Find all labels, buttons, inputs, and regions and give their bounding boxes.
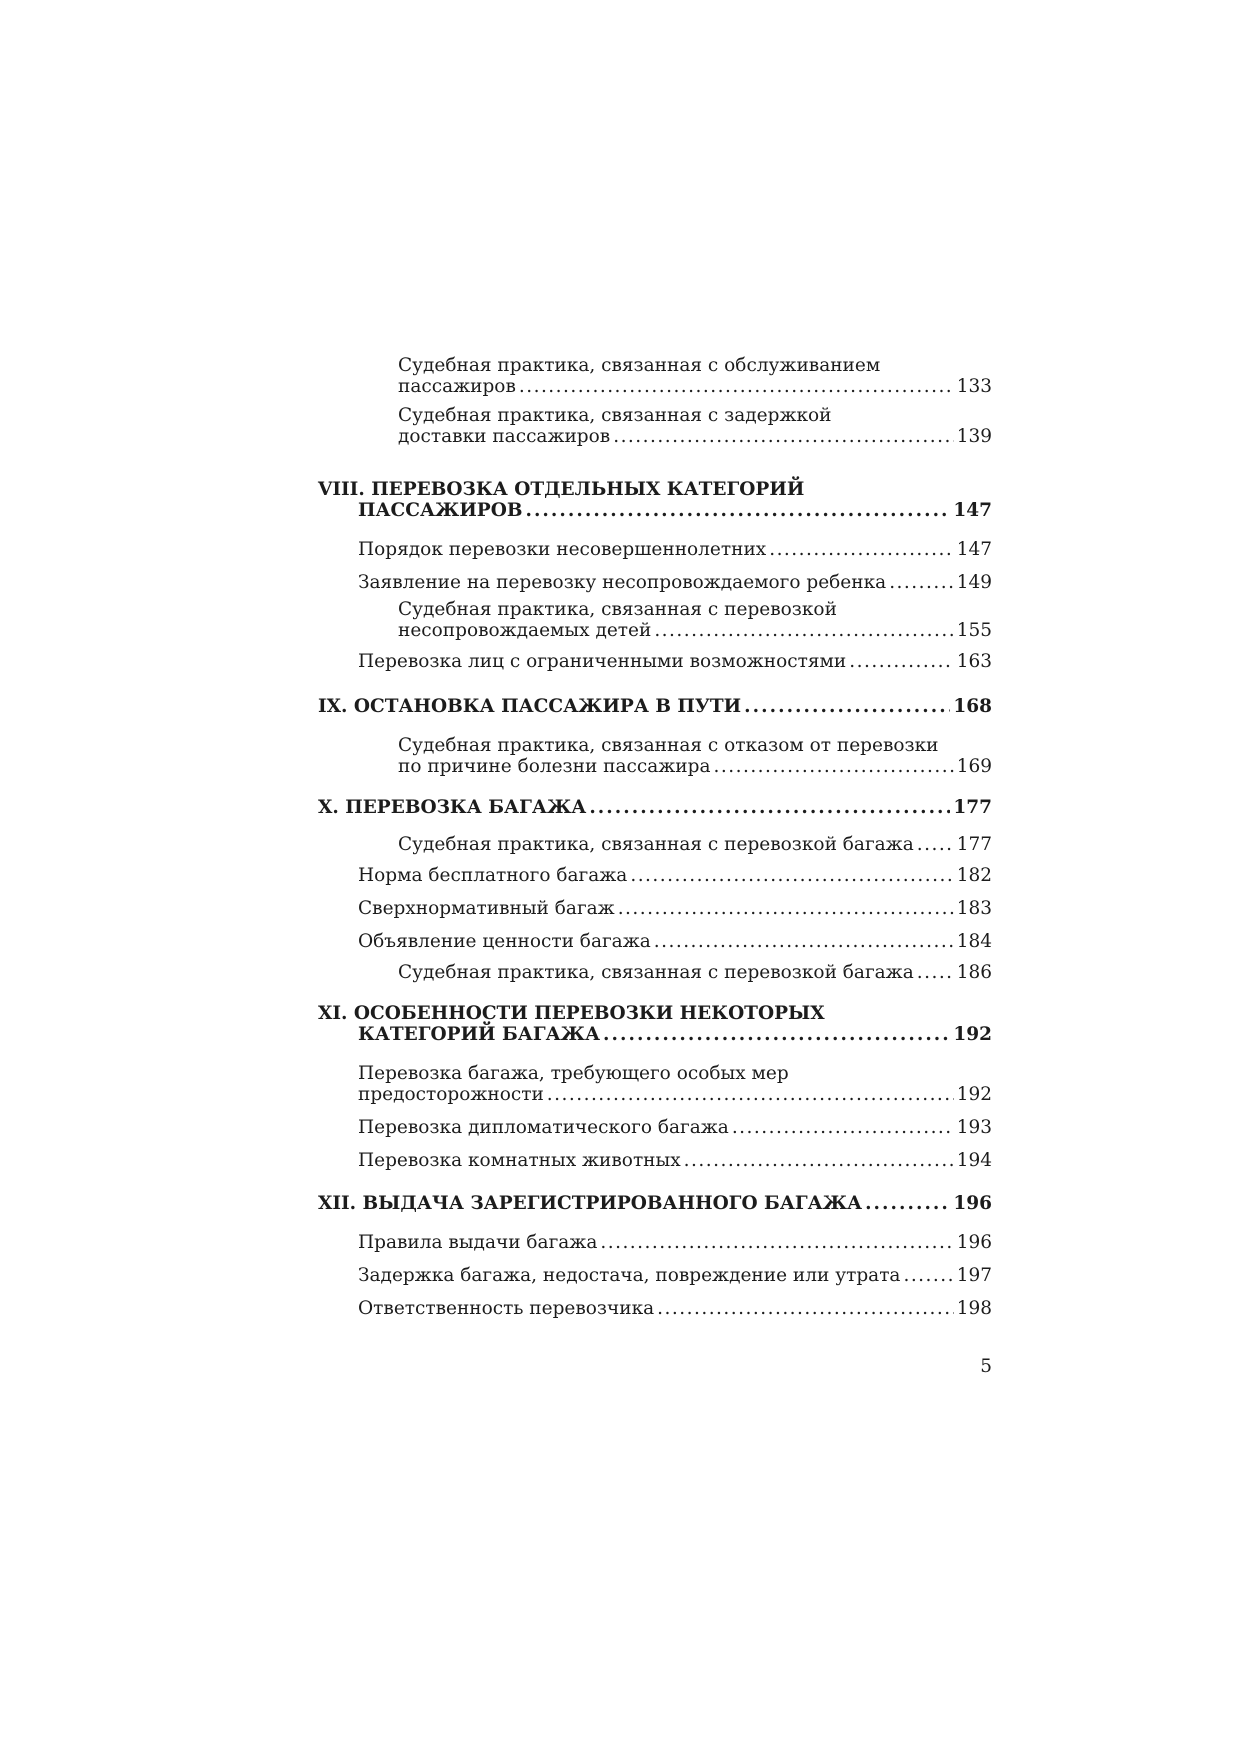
toc-page-number: 133 [956, 376, 992, 397]
toc-entry-title: Перевозка лиц с ограниченными возможностями [358, 651, 847, 672]
page-number: 5 [980, 1356, 992, 1377]
toc-entry [318, 405, 992, 447]
dot-leader [600, 1232, 953, 1253]
toc-entry [318, 962, 992, 983]
toc-entry [318, 651, 992, 672]
toc-entry [318, 931, 992, 952]
toc-entry [318, 355, 992, 397]
dot-leader [903, 1265, 953, 1286]
toc-entry-title: Задержка багажа, недостача, повреждение или утрата [358, 1265, 901, 1286]
toc-entry-title: Судебная практика, связанная с отказом от перевозки [398, 735, 939, 756]
toc-entry [318, 865, 992, 886]
dot-leader [917, 962, 954, 983]
toc-page-number: 184 [956, 931, 992, 952]
toc-page-number: 197 [956, 1265, 992, 1286]
toc-entry-title: доставки пассажиров [398, 426, 611, 447]
dot-leader [589, 797, 950, 818]
toc-page-number: 192 [956, 1084, 992, 1105]
dot-leader [657, 1298, 954, 1319]
toc-entry-title: Перевозка комнатных животных [358, 1150, 681, 1171]
toc-entry-title: ПАССАЖИРОВ [358, 500, 523, 521]
toc-page-number: 183 [956, 898, 992, 919]
dot-leader [525, 500, 950, 521]
toc-entry-title: Сверхнормативный багаж [358, 898, 615, 919]
dot-leader [654, 931, 954, 952]
dot-leader [917, 834, 954, 855]
toc-entry [318, 1298, 992, 1319]
toc-chapter-heading [318, 1193, 992, 1214]
toc-entry-title: Судебная практика, связанная с перевозкой багажа [398, 962, 914, 983]
toc-page-number: 169 [956, 756, 992, 777]
toc-page-number: 139 [956, 426, 992, 447]
toc-entry-title: XII. ВЫДАЧА ЗАРЕГИСТРИРОВАННОГО БАГАЖА [318, 1193, 863, 1214]
toc-entry-title: Заявление на перевозку несопровождаемого ребенка [358, 572, 887, 593]
toc-page-number: 168 [953, 696, 992, 717]
toc-page-number: 147 [953, 500, 992, 521]
toc-chapter-heading [318, 797, 992, 818]
toc-entry-title: Порядок перевозки несовершеннолетних [358, 539, 767, 560]
toc-entry [318, 1063, 992, 1105]
toc-page-number: 196 [953, 1193, 992, 1214]
toc-entry-title: несопровождаемых детей [398, 620, 652, 641]
dot-leader [865, 1193, 950, 1214]
toc-chapter-heading [318, 696, 992, 717]
toc-page-number: 193 [956, 1117, 992, 1138]
toc-entry-title: VIII. ПЕРЕВОЗКА ОТДЕЛЬНЫХ КАТЕГОРИЙ [318, 479, 805, 500]
dot-leader [618, 898, 954, 919]
toc-entry-title: по причине болезни пассажира [398, 756, 711, 777]
toc-page-number: 155 [956, 620, 992, 641]
toc-page-number: 192 [953, 1024, 992, 1045]
dot-leader [714, 756, 954, 777]
toc-entry-title: Объявление ценности багажа [358, 931, 651, 952]
toc-entry-title: КАТЕГОРИЙ БАГАЖА [358, 1024, 601, 1045]
toc-entry-title: пассажиров [398, 376, 516, 397]
toc-page-number: 149 [956, 572, 992, 593]
dot-leader [603, 1024, 950, 1045]
dot-leader [654, 620, 953, 641]
dot-leader [732, 1117, 954, 1138]
toc-entry-title: Перевозка багажа, требующего особых мер [358, 1063, 789, 1084]
toc-chapter-heading [318, 479, 992, 521]
table-of-contents [318, 355, 992, 1319]
toc-entry [318, 898, 992, 919]
toc-entry [318, 1232, 992, 1253]
toc-entry-title: предосторожности [358, 1084, 544, 1105]
toc-entry-title: Норма бесплатного багажа [358, 865, 628, 886]
toc-entry-title: Судебная практика, связанная с задержкой [398, 405, 832, 426]
dot-leader [519, 376, 954, 397]
dot-leader [684, 1150, 954, 1171]
toc-entry-title: Судебная практика, связанная с перевозкой [398, 599, 837, 620]
toc-entry [318, 572, 992, 593]
toc-entry-title: XI. ОСОБЕННОСТИ ПЕРЕВОЗКИ НЕКОТОРЫХ [318, 1003, 825, 1024]
toc-page-number: 198 [956, 1298, 992, 1319]
toc-page-number: 163 [956, 651, 992, 672]
toc-entry [318, 735, 992, 777]
toc-entry [318, 1265, 992, 1286]
toc-entry-title: Судебная практика, связанная с перевозкой багажа [398, 834, 914, 855]
toc-entry-title: Ответственность перевозчика [358, 1298, 655, 1319]
dot-leader [849, 651, 953, 672]
toc-page-number: 182 [956, 865, 992, 886]
toc-page-number: 177 [953, 797, 992, 818]
toc-entry [318, 1150, 992, 1171]
toc-entry-title: X. ПЕРЕВОЗКА БАГАЖА [318, 797, 587, 818]
toc-entry-title: Перевозка дипломатического багажа [358, 1117, 729, 1138]
toc-chapter-heading [318, 1003, 992, 1045]
dot-leader [769, 539, 953, 560]
dot-leader [613, 426, 953, 447]
toc-page-number: 196 [956, 1232, 992, 1253]
dot-leader [889, 572, 954, 593]
toc-entry-title: IX. ОСТАНОВКА ПАССАЖИРА В ПУТИ [318, 696, 742, 717]
toc-entry [318, 599, 992, 641]
dot-leader [744, 696, 950, 717]
toc-page-number: 194 [956, 1150, 992, 1171]
toc-page-number: 177 [956, 834, 992, 855]
toc-entry-title: Правила выдачи багажа [358, 1232, 598, 1253]
toc-page-number: 147 [956, 539, 992, 560]
toc-entry [318, 1117, 992, 1138]
dot-leader [547, 1084, 954, 1105]
toc-entry [318, 539, 992, 560]
toc-page-number: 186 [956, 962, 992, 983]
toc-entry-title: Судебная практика, связанная с обслуживанием [398, 355, 881, 376]
toc-entry [318, 834, 992, 855]
dot-leader [630, 865, 953, 886]
